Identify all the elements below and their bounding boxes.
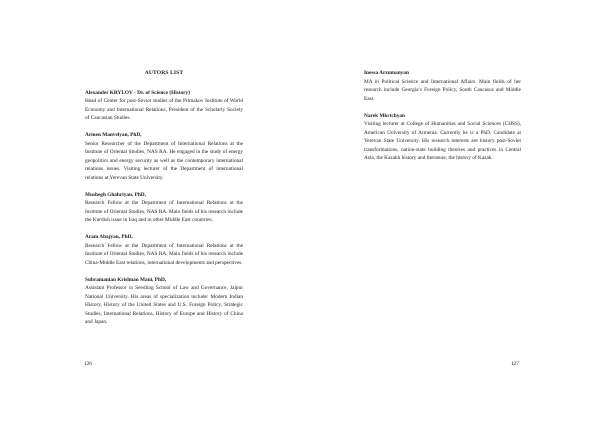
author-name: Alexander KRYLOV - Dr. of Science (History)	[85, 89, 190, 96]
author-name: Narek Mkrtchyan	[364, 112, 405, 119]
right-page	[300, 0, 600, 424]
author-entry	[85, 276, 243, 327]
author-bio: Head of Center for post-Soviet studies of the Primakov Institute of World Economy and International Relations, President of the Scholarly Society of Caucasian Studies.	[85, 98, 243, 121]
author-bio: Visiting lecturer at College of Humanities and Social Sciences (CHSS), American University of Armenia. Currently he is a PhD. Candidate at Yerevan State University. His research interests are history post-Soviet transformations, nation-state building theories and practices in Central Asia, the Kazakh history and literature, the history of Kazak.	[364, 121, 521, 161]
author-name: Mushegh Ghahriyan, PhD,	[85, 191, 146, 198]
author-bio: Assistant Professor in Seedling School of Law and Governance, Jaipur National University. His areas of specialization include: Modern Indian History, History of the United States and U.S. Foreign Policy, Strategic Studies, International Relations, History of Europe and History of China and Japan.	[85, 285, 243, 325]
author-entry	[364, 69, 521, 103]
author-entry	[364, 112, 521, 163]
authors-list-heading: AUTORS LIST	[144, 70, 184, 76]
left-page-column	[85, 69, 243, 335]
author-entry	[85, 191, 243, 225]
page-number: 126	[84, 361, 92, 367]
author-name: Aram Abajyan, PhD,	[85, 234, 133, 240]
page-number: 127	[511, 361, 519, 367]
author-bio: MA in Political Science and International Affairs. Main fields of her research include Georgia’s Foreign Policy, South Caucasus and Middle East.	[364, 78, 521, 102]
author-name: Armen Manvelyan, PhD,	[85, 132, 142, 138]
author-entry	[85, 233, 243, 267]
author-bio: Research Fellow at the Department of International Relations at the Institute of Oriental Studies, NAS RA. Main fields of his research include China-Middle East relations, international developments and perspectives.	[85, 242, 243, 266]
author-name: Subramanian Krishnan Mani, PhD,	[85, 276, 167, 283]
author-entry	[85, 89, 243, 123]
right-page-column	[364, 69, 521, 171]
author-bio: Senior Researcher of the Department of International Relations at the Institute of Oriental Studies, NAS RA. He engaged in the study of energy geopolitics and energy security as well as the contemporary international relations issues. Visiting lecturer of the Department of international relations at Yerevan State University.	[85, 140, 243, 181]
author-entry	[85, 131, 243, 182]
author-bio: Research Fellow at the Department of International Relations at the Institute of Oriental Studies, NAS RA. Main fields of his research include the Kurdish issue in Iraq and in other Middle East countries.	[85, 200, 243, 223]
author-name: Inessa Arzumanyan	[364, 70, 409, 76]
